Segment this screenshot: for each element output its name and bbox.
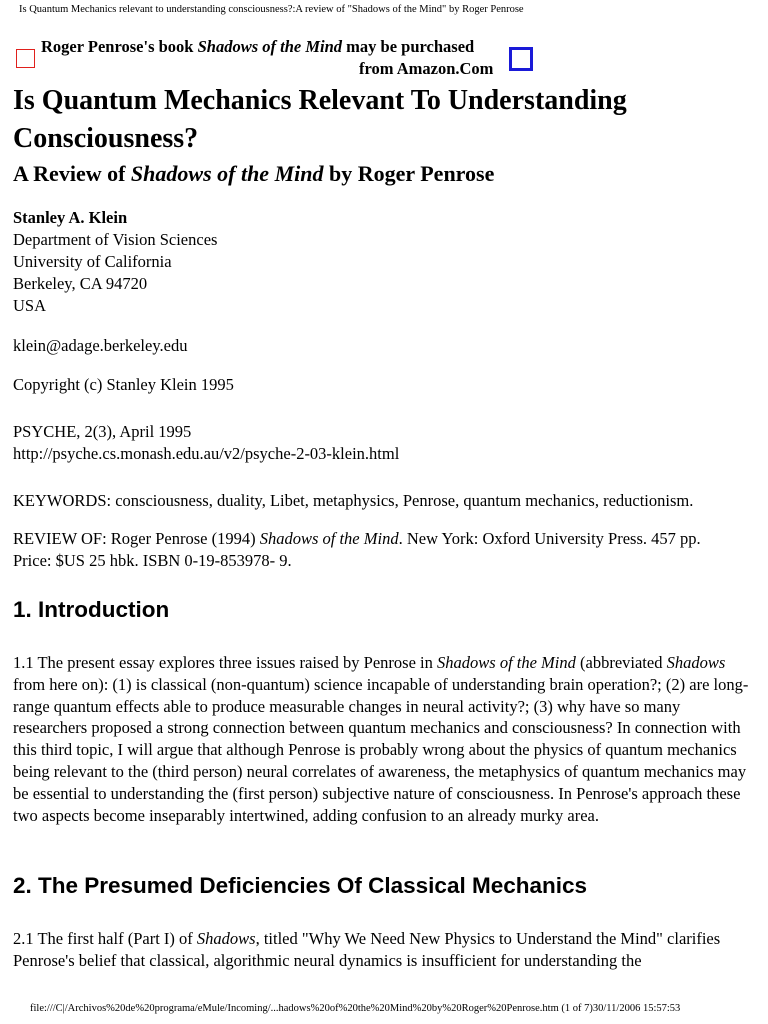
copyright: Copyright (c) Stanley Klein 1995 bbox=[13, 375, 234, 394]
paragraph-text: (abbreviated bbox=[575, 653, 667, 672]
psyche-citation: PSYCHE, 2(3), April 1995 bbox=[13, 422, 192, 441]
paragraph-book-short-title: Shadows bbox=[196, 929, 256, 948]
amazon-notice-text: Roger Penrose's book bbox=[41, 37, 198, 56]
section-2-paragraph bbox=[13, 928, 753, 972]
paragraph-text: , titled "Why We Need New Physics to Understand the Mind" clarifies Penrose's belief that classical, algorithmic neural dynamics is insufficient for understanding the bbox=[13, 929, 721, 970]
broken-image-icon[interactable] bbox=[16, 49, 35, 68]
subtitle-suffix: by Roger Penrose bbox=[323, 161, 495, 186]
amazon-notice-text-end: may be purchased bbox=[342, 37, 475, 56]
paragraph-text: 1.1 The present essay explores three issues raised by Penrose in bbox=[13, 653, 438, 672]
amazon-book-title: Shadows of the Mind bbox=[197, 37, 343, 56]
author-city: Berkeley, CA 94720 bbox=[13, 274, 148, 293]
author-country: USA bbox=[13, 296, 47, 315]
review-of-line2: Price: $US 25 hbk. ISBN 0-19-853978- 9. bbox=[13, 551, 292, 570]
psyche-url: http://psyche.cs.monash.edu.au/v2/psyche-2-03-klein.html bbox=[13, 444, 400, 463]
author-university: University of California bbox=[13, 252, 172, 271]
review-of-line1 bbox=[13, 529, 701, 549]
subtitle-book-title: Shadows of the Mind bbox=[130, 161, 324, 186]
review-of-book-title: Shadows of the Mind bbox=[259, 529, 399, 548]
section-2-heading: 2. The Presumed Deficiencies Of Classical Mechanics bbox=[13, 873, 588, 898]
paragraph-book-short-title: Shadows bbox=[666, 653, 726, 672]
review-of-prefix: REVIEW OF: Roger Penrose (1994) bbox=[13, 529, 260, 548]
paragraph-book-title: Shadows of the Mind bbox=[437, 653, 576, 672]
section-1-paragraph bbox=[13, 652, 753, 826]
amazon-notice-line2[interactable]: from Amazon.Com bbox=[359, 59, 494, 78]
paragraph-text: from here on): (1) is classical (non-quantum) science incapable of understanding brain operation?; (2) are long-range quantum effects able to produce measurable changes in neural activity?; (3) why have so many researchers proposed a strong connection between quantum mechanics and consciousness? In connection with this third topic, I will argue that although Penrose is probably wrong about the physics of quantum mechanics being relevant to the (third person) neural correlates of awareness, the metaphysics of quantum mechanics may be essential to understanding the (first person) subjective nature of consciousness. In Penrose's approach these two aspects become inseparably intertwined, adding confusion to an already murky area. bbox=[13, 674, 749, 825]
subtitle bbox=[13, 161, 494, 187]
author-name: Stanley A. Klein bbox=[13, 208, 128, 227]
amazon-link-image-icon[interactable] bbox=[509, 47, 533, 71]
paragraph-text: 2.1 The first half (Part I) of bbox=[13, 929, 197, 948]
amazon-notice-line1[interactable] bbox=[41, 37, 474, 57]
author-email: klein@adage.berkeley.edu bbox=[13, 336, 188, 355]
print-header: Is Quantum Mechanics relevant to understanding consciousness?:A review of "Shadows of the Mind" by Roger Penrose bbox=[19, 4, 524, 15]
page-title-line2: Consciousness? bbox=[13, 123, 199, 154]
review-of-publisher: . New York: Oxford University Press. 457 pp. bbox=[398, 529, 701, 548]
author-department: Department of Vision Sciences bbox=[13, 230, 218, 249]
print-footer: file:///C|/Archivos%20de%20programa/eMule/Incoming/...hadows%20of%20the%20Mind%20by%20Roger%20Penrose.htm (1 of 7)30/11/2006 15:57:53 bbox=[30, 1003, 681, 1014]
keywords: KEYWORDS: consciousness, duality, Libet, metaphysics, Penrose, quantum mechanics, reductionism. bbox=[13, 491, 694, 510]
subtitle-prefix: A Review of bbox=[13, 161, 131, 186]
section-1-heading: 1. Introduction bbox=[13, 597, 170, 622]
page-title-line1: Is Quantum Mechanics Relevant To Understanding bbox=[13, 85, 627, 116]
